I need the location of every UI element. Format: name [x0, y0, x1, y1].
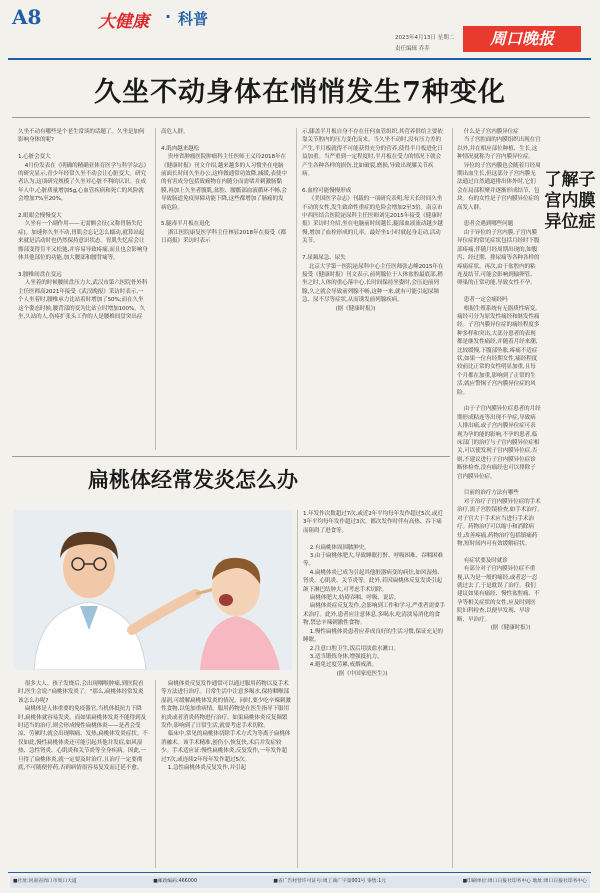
footer-address: ■社址:河南省周口市周口大道 [13, 879, 77, 884]
editor-credit: 责任编辑 乔乔 [395, 46, 430, 52]
header-divider [8, 58, 591, 60]
article2-column-2: 扁桃体炎反复发作通常可以通过服用药物以及手术等方法进行治疗。日常生活中注意多喝水,保持咽喉部湿润,可缓解扁桃体发炎的情况。同时,要少吃辛辣刺激性食物,以免加重病情。服用药物是在医生指导下服用抗炎或者消炎药物进行治疗。如果扁桃体炎反复频繁发作,影响到了日常生活,就要考虑手术切除。 临床中,常见的扁桃体切除手术方式为等离子扁桃体消融术。该手术精准,创伤小,恢复快,术后并发症较少。手术适应证:慢性扁桃体炎,反复发作,一年发作超过7次,或连续2年每年发作超过5次。 1.急性扁桃体炎反复发作,并引起 [161, 681, 291, 772]
main-headline: 久坐不动身体在悄悄发生7种变化 [94, 77, 506, 108]
article1-column-2: 高危人群。 4.肌肉越来越松 贵州省肿瘤医院肿瘤科主任医师王义玲2018年在《健康时报》刊文介绍,越来越多的人习惯坐在电脑前面长时间久坐办公,这样做通常功效降,減缓,表使中的有害成分包括致癌物在内随分而需堵并刺激肠黏膜,再加上久坐者腹肌,盆腔、腰骶部血液循环不畅,会导致肠道免疫屏障功能下降,这些都增加了肠癌的发病危险。 5.腿毒半月板在退化 浙江医院康复医学科主任林显2018年在接受《都日商报》采访时表示 [161, 129, 287, 245]
side-article-title: 了解子宫内膜异位症 [544, 170, 596, 232]
headline-divider [12, 117, 590, 118]
footer-postcode: ■邮政编码:466000 [153, 879, 197, 884]
column-divider [155, 680, 156, 868]
column-divider [297, 510, 298, 868]
footer-bar [10, 876, 590, 888]
article2-title: 扁桃体经常发炎怎么办 [88, 467, 298, 492]
section-subtitle: 科普 [178, 10, 209, 28]
footer-printer: ■印刷单位:周口日报社印务中心 地址:周口日报社印务中心 [462, 879, 587, 884]
article1-column-3: 示,膝盖半月板自身不存在任何血管组织,其营养供给主要依靠关节腔内的压力变化而来。当久坐不动时,没有压力差的产生,半月板就得不可能获得充分的营养,使得半月板进化日益加重。当严重到一定程度时,半月板在受力的情况下就会产生各种各样的损伤,比如破裂,磨损,导致出现膝关节疾病。 6.血栓可能慢慢形成 《美国医学杂志》刊载的一项研究表明,每天长时间久坐不动的女性,发生致命性重症的危险会增加2至3倍。南京市中西医结合医院泌尿科主任医师刘宪2015年接受《健康时报》采访时介绍,坐在电脑前时间越长,腿部血液流动越少越慢,增加了血栓形成的几率。最好坐1小时就起身走动,活动关节。 7.尿频尿急、尿失 北京大学第一医院泌尿科中心主任医师张志峰2015年在接受《健康时报》刊文表示,前列腺位于人体盆腔最底部,稍坐之时,人体的重心落中心,长时间保持坐姿时,会压迫前列腺,久之就会导致前列腺不畅,这种一来,就有可能引起尿频急、尿不尽等症状,从而诱发前列腺疾病。 (据《健康时报》) [302, 129, 444, 312]
footer-license: ■省广告经营许可证号:周工商广字第001号 零售:1元 [273, 879, 387, 884]
section-dot: · [165, 7, 172, 26]
article2-column-1: 很多大人、孩子发烧后,会出现咽喉肿痛,到医院看时,医生会说:"扁桃体发炎了。"那么,扁桃体经常发炎该怎么办呢? 扁桃体是人体重要的免疫器官,当机体抵抗力下降时,扁桃体就容易发炎。而如果扁桃体发炎不能得到及时适当的治疗,则会形成慢性扁桃体炎——是者会受凉、劳累时,就会出现咽痛、发热,扁桃体发炎症状。不仅如此,慢性扁桃体炎还可能引起其他并发症,如风湿热、急性肾炎、心肌炎和关节炎等全身疾病。因此,一旦得了扁桃体炎,就一定要及时治疗,且治疗一定要彻底,不可随便停药,否则病情很容易复发而迁延不愈。 [18, 681, 148, 772]
section-name: 大健康 [98, 12, 149, 32]
side-article-body: 什么是子宫内膜异位症 当子宫腔面的内膜组织出现在宫以外,并在相应部位种植、生长,这种情况就称为子宫内膜异位症。 异位的子宫内膜也会随着月经周期出血生长,但这部分子宫内膜无法通过自然通道排出体外时,它们会在局部积聚并逐渐形成结节、包块。有的女性是子宫内膜异位症的高发人群。 患者会遇到哪些问题 由于异位的子宫内膜,子宫内膜异位症的常见症状包括月经时下腹部疼痛,伴随月经周期出现的,如腹泻、经过期、排尿痛等各种各样的疼痛症状。再次,由于盆腔内的粘连及结节,可能会影响到输卵管、卵巢的正常功能,导致女性不孕。 患者一定会痛经吗 根据生殖系统有无器质性病变,痛经可分为原发性痛经和继发性痛经。子宫内膜异位症的痛经程度多种多样和突出,大部分患者的表现都是继发性痛经,并随着月经来潮,比较缓慢,下腹部坠胀,疼痛不适症状,如果一位有经期女性,痛经程度较前比正常的女性明显加重,且每个月都在加重,影响到了正常的生活,就应警惕子宫内膜异位症的风险。 由于子宫内膜异位症患者的月经期形成粘连等出现不孕症,导致病人排出痛,或子宫内膜异位症可表现为孕的能的影响,不孕的患者,临床部门的治疗与子宫内膜异位症相关,可以使发现子宫内膜异位症,否则,不建议进行子宫内膜异位症诊断体检查,没有痛经也可以排除子宫内膜异位症。 目前的治疗方法有哪些 对于治疗子宫内膜异位症的手术治疗,需子宫腔镜检查,如手术治疗,对子宫大于手术应当进行手术治疗。药物治疗可以缩小和消除病灶,改善疼痛,药物治疗包括镇痛药物,短时间内可有效缓解症状。 有症状要及时就诊 有部分对子宫内膜异位症不重视,认为是一般的痛经,或者忍一忍就过去了,于是耽误了治疗。我们建议如果有痛经、慢性盆腔痛、不孕等相关症状的女性,应及时到医院妇科检查,以便早发现、早诊断、早治疗。 (据《健康时报》) [457, 129, 541, 631]
article1-column-1: 久坐不动有哪些是个老生常谈的话题了。久坐是加何影响身体的呢? 1.心脏会变大 4月份发表在《明确的精确亚体育医学与科学杂志》的研究显示,青少年经常久坐不动会让心脏变大。研究者认为,这项研究规模了久坐对心脏不利的认识。在成年人中,心脏质量增加5g,心血管疾病和死亡的风险就会增加7%至20%。 2.眼眼会慢慢变大 久坐有一个副作用——无需额会征(又称胃肠失纪症)。加速你久坐不动,胃肌会忘记怎么蠕动,就算站起来就是活动时也仍然保持意识状态。胃肌失忆症会让髂部变得肯平又松弛,并容易导致疼痛,而且也会影响身体其他部位的功能,加大腰部和腰背痛等。 3.腰椎间盘在变远 人坐着的时候腰间盘压力大,武汉市第六医院骨外科主任医师高2021年接受《武汉晚报》采访时表示,一个人坐着时,腰椎承力比站着时增加了50%;而在久坐这个姿态时候,腰背部的变为比站立时增加100%。久坐,久站的人,伤疼扩张头工作的人是腰椎间盘突出症 [18, 129, 148, 320]
section-divider [12, 456, 450, 457]
issue-date: 2023年4月13日 星期二 [395, 35, 455, 41]
column-divider [155, 128, 156, 450]
footer-divider [8, 872, 591, 873]
column-divider [296, 128, 297, 450]
doctor-child-throat-exam-photo [14, 510, 292, 670]
page-number: A8 [12, 5, 42, 29]
column-divider [452, 128, 453, 868]
article2-column-3: 1.年发作次数超过7次,或近2年平均每年发作超过5次,或近3年平均每年发作超过3次。都次发作时伴有高热、吞下痛而阻碍了进食等。 2.有扁桃体周围脓肿史。 3.由于扁桃体肥大,导致睡眠打鼾、呼吸困难、吞咽困难等。 4.扁桃体炎已成为引起其他脏器病变的病灶,如风湿热、肾炎、心肌炎、关节炎等。此外,若因扁桃体反复发炎引起颌下淋巴结肿大,可考虑手术切除。 扁桃体肥大,妨碍吞咽、呼吸、说话。 扁桃体炎症反复发作,会影响到工作和学习,严重者需要手术治疗。此外,患者应注意休息,多喝水,吃清淡易消化的食物,禁忌辛辣刺激性食物。 1.慢性扁桃体炎患者应养成良好的生活习惯,保证充足的睡眠。 2.注意口腔卫生,饭后用淡盐水漱口。 3.适当锻炼身体,增强抵抗力。 4.避免过度劳累,戒烟戒酒。 (据《中国家庭医生》) [303, 511, 445, 677]
newspaper-logo: 周口晚报 [463, 26, 581, 52]
